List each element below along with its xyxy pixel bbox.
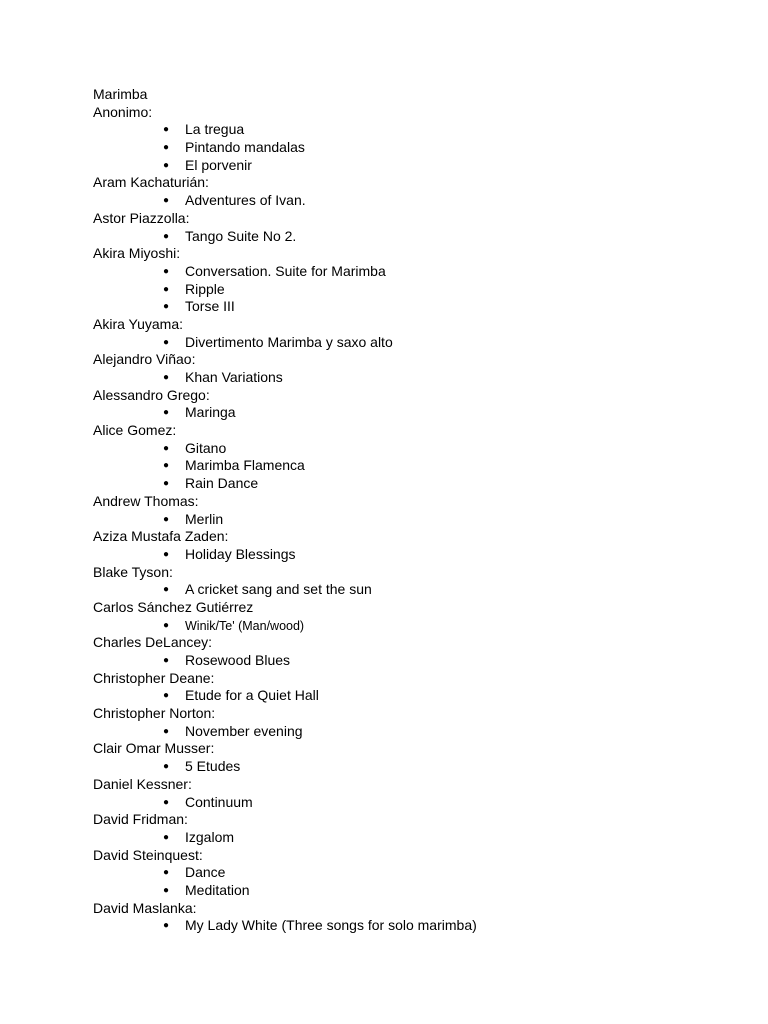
work-list-item xyxy=(93,475,733,493)
work-list-item xyxy=(93,829,733,847)
composer-name: Anonimo: xyxy=(93,103,153,120)
bullet-icon: ● xyxy=(163,159,170,171)
bullet-icon: ● xyxy=(163,725,170,737)
work-title: Divertimento Marimba y saxo alto xyxy=(185,333,393,350)
bullet-icon: ● xyxy=(163,761,170,773)
work-title: El porvenir xyxy=(185,156,252,173)
bullet-icon: ● xyxy=(163,372,170,383)
composer-name: Akira Miyoshi: xyxy=(93,245,181,262)
work-list-item xyxy=(93,652,733,670)
work-list-item xyxy=(93,440,733,458)
work-list-item xyxy=(93,334,733,352)
composer-name: Aziza Mustafa Zaden: xyxy=(93,528,229,545)
bullet-icon: ● xyxy=(163,796,170,808)
bullet-icon: ● xyxy=(163,301,170,313)
document-title: Marimba xyxy=(93,86,148,102)
work-title: Holiday Blessings xyxy=(185,545,296,562)
work-title: Etude for a Quiet Hall xyxy=(185,687,319,704)
work-title: Rosewood Blues xyxy=(185,652,291,668)
bullet-icon: ● xyxy=(163,884,170,896)
composer-name: Blake Tyson: xyxy=(93,563,173,580)
work-title: Tango Suite No 2. xyxy=(185,227,297,244)
bullet-icon: ● xyxy=(163,478,170,490)
work-title: Conversation. Suite for Marimba xyxy=(185,262,386,279)
work-list-item xyxy=(93,369,733,387)
composer-name: Christopher Deane: xyxy=(93,669,215,686)
work-list-item xyxy=(93,228,733,246)
bullet-icon: ● xyxy=(163,124,170,136)
work-title: Adventures of Ivan. xyxy=(185,192,306,209)
work-list-item xyxy=(93,457,733,475)
work-list-item xyxy=(93,298,733,316)
work-list-item xyxy=(93,281,733,299)
work-list-item xyxy=(93,404,733,422)
bullet-icon: ● xyxy=(163,548,170,560)
bullet-icon: ● xyxy=(163,442,170,454)
work-title: Merlin xyxy=(185,510,224,527)
bullet-icon: ● xyxy=(163,283,170,295)
work-list-item xyxy=(93,157,733,175)
bullet-icon: ● xyxy=(163,407,170,419)
work-list-item xyxy=(93,263,733,281)
composer-name: David Fridman: xyxy=(93,811,188,828)
work-title: Continuum xyxy=(185,793,253,810)
work-title: Khan Variations xyxy=(185,369,283,385)
bullet-icon: ● xyxy=(163,265,170,277)
work-title: A cricket sang and set the sun xyxy=(185,581,372,598)
work-title: Gitano xyxy=(185,439,227,456)
composer-name: Carlos Sánchez Gutiérrez xyxy=(93,598,254,615)
work-title: November evening xyxy=(185,722,303,739)
work-list-item xyxy=(93,121,733,139)
work-title: Rain Dance xyxy=(185,475,259,492)
composer-name: Aram Kachaturián: xyxy=(93,174,209,191)
bullet-icon: ● xyxy=(163,831,170,843)
work-list-item xyxy=(93,687,733,705)
work-title: My Lady White (Three songs for solo marimba) xyxy=(185,917,477,934)
composer-list xyxy=(93,104,733,935)
work-title: La tregua xyxy=(185,121,245,138)
work-list-item xyxy=(93,758,733,776)
composer-name: Charles DeLancey: xyxy=(93,634,213,651)
work-list-item xyxy=(93,882,733,900)
bullet-icon: ● xyxy=(163,619,170,631)
composer-name: Daniel Kessner: xyxy=(93,775,192,792)
work-title: Marimba Flamenca xyxy=(185,457,305,474)
bullet-icon: ● xyxy=(163,867,170,879)
work-title: Meditation xyxy=(185,881,250,898)
composer-name: Christopher Norton: xyxy=(93,705,216,722)
composer-name: Alejandro Viñao: xyxy=(93,351,196,368)
bullet-icon: ● xyxy=(163,142,170,154)
composer-name: David Steinquest: xyxy=(93,846,203,863)
composer-name: Alice Gomez: xyxy=(93,422,177,439)
work-title: Izgalom xyxy=(185,828,235,845)
bullet-icon: ● xyxy=(163,920,170,932)
composer-name: Alessandro Grego: xyxy=(93,386,210,403)
bullet-icon: ● xyxy=(163,513,170,525)
bullet-icon: ● xyxy=(163,336,170,348)
work-list-item xyxy=(93,511,733,529)
bullet-icon: ● xyxy=(163,230,170,242)
bullet-icon: ● xyxy=(163,460,170,472)
work-list-item xyxy=(93,864,733,882)
work-list-item xyxy=(93,723,733,741)
bullet-icon: ● xyxy=(163,655,170,666)
work-title: Ripple xyxy=(185,280,225,297)
work-list-item xyxy=(93,581,733,599)
bullet-icon: ● xyxy=(163,584,170,596)
work-list-item xyxy=(93,192,733,210)
work-list-item xyxy=(93,139,733,157)
composer-name: Akira Yuyama: xyxy=(93,315,184,332)
work-title: Maringa xyxy=(185,404,236,421)
composer-name: Andrew Thomas: xyxy=(93,492,199,509)
work-list-item xyxy=(93,546,733,564)
work-title: Pintando mandalas xyxy=(185,139,305,156)
work-title: Dance xyxy=(185,864,226,881)
work-title: Torse III xyxy=(185,298,235,315)
work-list-item xyxy=(93,617,733,635)
work-title: 5 Etudes xyxy=(185,758,241,775)
work-list-item xyxy=(93,794,733,812)
document-page xyxy=(93,86,733,935)
composer-name: Clair Omar Musser: xyxy=(93,740,215,757)
bullet-icon: ● xyxy=(163,195,170,207)
work-title: Winik/Te' (Man/wood) xyxy=(185,618,305,633)
composer-name: Astor Piazzolla: xyxy=(93,209,190,226)
bullet-icon: ● xyxy=(163,690,170,702)
composer-name: David Maslanka: xyxy=(93,899,197,916)
work-list-item xyxy=(93,917,733,935)
